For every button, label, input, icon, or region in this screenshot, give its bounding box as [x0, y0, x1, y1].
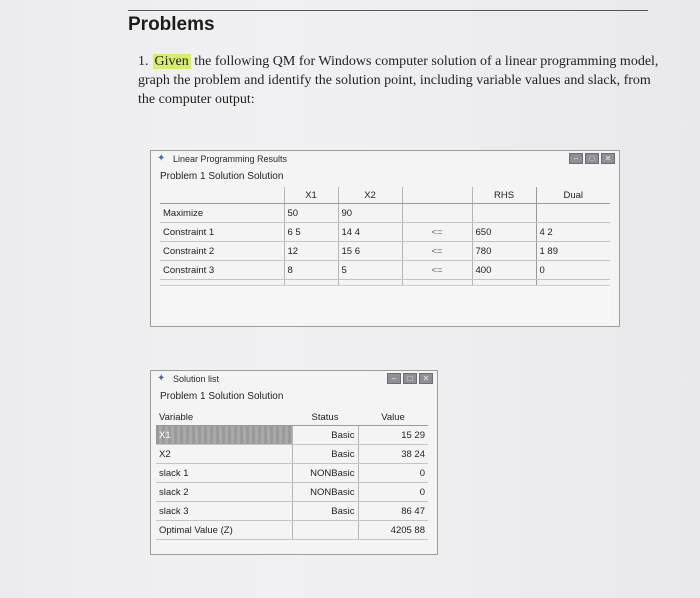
header-status: Status — [292, 409, 358, 426]
cell-op[interactable] — [402, 204, 472, 223]
top-rule — [128, 10, 648, 11]
cell-status[interactable]: NONBasic — [292, 483, 358, 502]
cell-status[interactable]: Basic — [292, 426, 358, 445]
lp-results-table — [160, 187, 610, 299]
cell-rhs[interactable] — [472, 204, 536, 223]
cell-dual — [536, 204, 610, 223]
cell-op[interactable]: <= — [402, 223, 472, 242]
maximize-icon[interactable]: □ — [585, 153, 599, 164]
cell-variable[interactable]: X1 — [156, 426, 292, 445]
minimize-icon[interactable]: – — [569, 153, 583, 164]
cell-rhs[interactable]: 650 — [472, 223, 536, 242]
highlighted-word: Given — [154, 54, 189, 69]
page-heading: Problems — [128, 14, 215, 35]
header-blank — [160, 187, 284, 204]
table-row[interactable] — [156, 521, 428, 540]
row-label: Constraint 3 — [160, 261, 284, 280]
table-row-selected[interactable] — [156, 426, 428, 445]
cell-value[interactable]: 38 24 — [358, 445, 428, 464]
row-label: Constraint 2 — [160, 242, 284, 261]
question-1 — [138, 52, 663, 109]
lp-results-subtitle: Problem 1 Solution Solution — [160, 171, 284, 182]
cell-x2[interactable]: 14 4 — [338, 223, 402, 242]
header-variable: Variable — [156, 409, 292, 426]
cell-variable[interactable]: slack 3 — [156, 502, 292, 521]
cell-status[interactable]: NONBasic — [292, 464, 358, 483]
table-row[interactable] — [156, 502, 428, 521]
cell-status[interactable]: Basic — [292, 502, 358, 521]
header-dual: Dual — [536, 187, 610, 204]
table-row[interactable] — [156, 445, 428, 464]
cell-x1[interactable]: 50 — [284, 204, 338, 223]
question-number: 1. — [138, 54, 149, 69]
header-value: Value — [358, 409, 428, 426]
table-row[interactable] — [156, 464, 428, 483]
header-x2: X2 — [338, 187, 402, 204]
cell-x2[interactable]: 5 — [338, 261, 402, 280]
table-row[interactable] — [160, 223, 610, 242]
solution-list-title: Solution list — [173, 374, 220, 384]
cell-status[interactable]: Basic — [292, 445, 358, 464]
solution-list-subtitle: Problem 1 Solution Solution — [160, 391, 284, 402]
close-icon[interactable]: ✕ — [601, 153, 615, 164]
cell-x1[interactable]: 12 — [284, 242, 338, 261]
table-row[interactable] — [156, 483, 428, 502]
solution-list-table — [156, 409, 428, 540]
window-app-icon: ✦ — [157, 373, 166, 384]
cell-status[interactable] — [292, 521, 358, 540]
row-label: Constraint 1 — [160, 223, 284, 242]
table-row[interactable] — [160, 261, 610, 280]
cell-value[interactable]: 86 47 — [358, 502, 428, 521]
cell-variable[interactable]: Optimal Value (Z) — [156, 521, 292, 540]
maximize-icon[interactable]: □ — [403, 373, 417, 384]
cell-dual: 0 — [536, 261, 610, 280]
cell-x2[interactable]: 15 6 — [338, 242, 402, 261]
cell-x1[interactable]: 6 5 — [284, 223, 338, 242]
minimize-icon[interactable]: – — [387, 373, 401, 384]
solution-list-window[interactable] — [150, 370, 438, 555]
cell-x1[interactable]: 8 — [284, 261, 338, 280]
lp-results-title: Linear Programming Results — [173, 154, 288, 164]
lp-results-window[interactable] — [150, 150, 620, 327]
cell-op[interactable]: <= — [402, 261, 472, 280]
cell-dual: 1 89 — [536, 242, 610, 261]
table-row[interactable] — [160, 242, 610, 261]
cell-rhs[interactable]: 780 — [472, 242, 536, 261]
empty-results-area — [160, 285, 610, 322]
cell-value[interactable]: 0 — [358, 464, 428, 483]
window-app-icon: ✦ — [157, 153, 166, 164]
header-op — [402, 187, 472, 204]
header-rhs: RHS — [472, 187, 536, 204]
table-row[interactable] — [160, 204, 610, 223]
cell-variable[interactable]: X2 — [156, 445, 292, 464]
table-header-row — [156, 409, 428, 426]
question-text: the following QM for Windows computer solution of a linear programming model, graph the problem and identify the solution point, including variable values and slack, from the computer output: — [138, 54, 659, 107]
cell-dual: 4 2 — [536, 223, 610, 242]
cell-x2[interactable]: 90 — [338, 204, 402, 223]
cell-op[interactable]: <= — [402, 242, 472, 261]
cell-rhs[interactable]: 400 — [472, 261, 536, 280]
header-x1: X1 — [284, 187, 338, 204]
cell-variable[interactable]: slack 2 — [156, 483, 292, 502]
cell-value[interactable]: 15 29 — [358, 426, 428, 445]
cell-value[interactable]: 0 — [358, 483, 428, 502]
table-header-row — [160, 187, 610, 204]
cell-variable[interactable]: slack 1 — [156, 464, 292, 483]
cell-value[interactable]: 4205 88 — [358, 521, 428, 540]
row-label: Maximize — [160, 204, 284, 223]
close-icon[interactable]: ✕ — [419, 373, 433, 384]
solution-list-titlebar[interactable] — [151, 371, 437, 387]
lp-results-titlebar[interactable] — [151, 151, 619, 167]
